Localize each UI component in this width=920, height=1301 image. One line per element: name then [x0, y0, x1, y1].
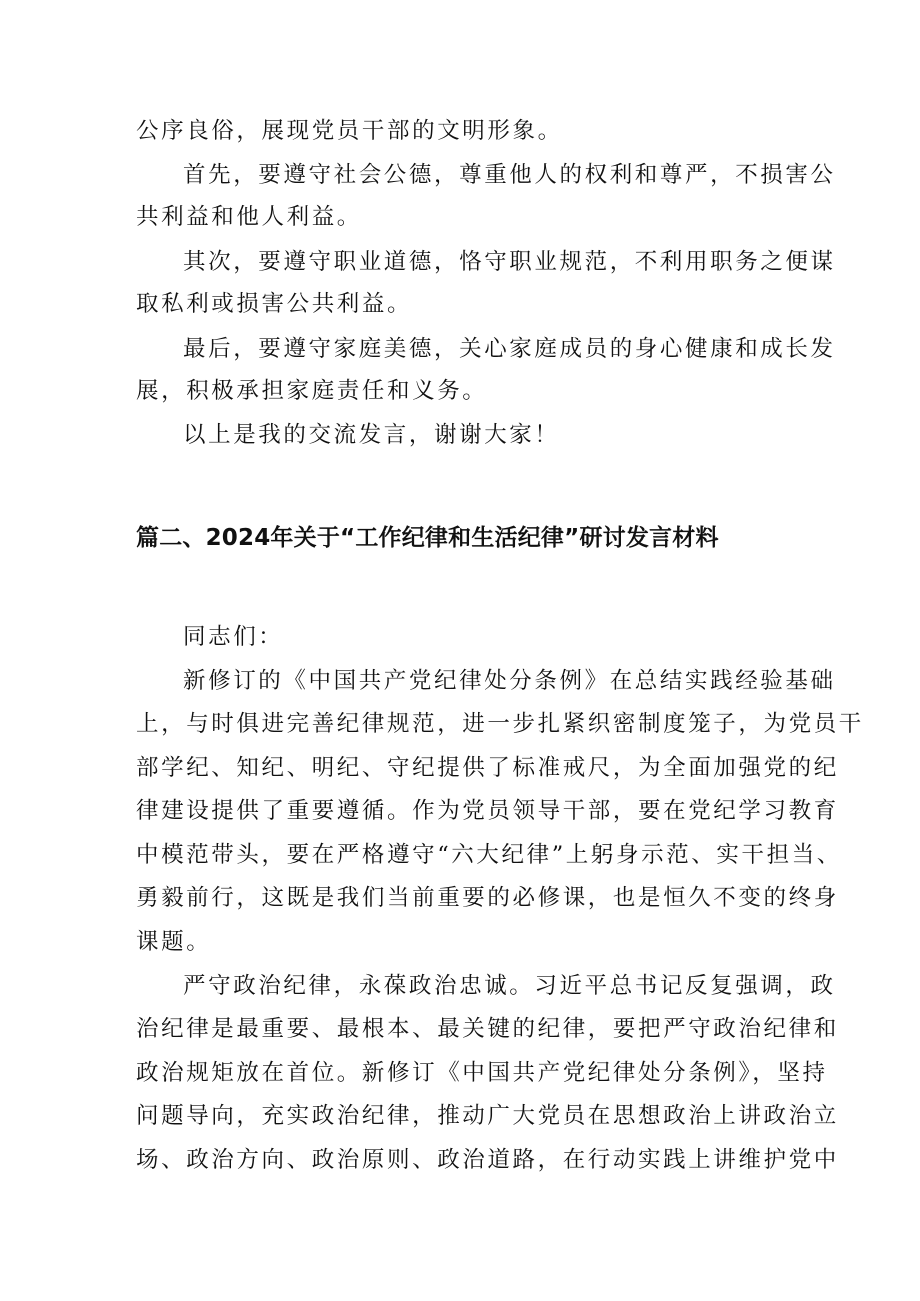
section-heading: 篇二、2024年关于“工作纪律和生活纪律”研讨发言材料 [136, 525, 719, 551]
paragraph-line: 课题。 [136, 929, 212, 955]
paragraph-line: 问题导向，充实政治纪律，推动广大党员在思想政治上讲政治立 [136, 1103, 839, 1129]
paragraph-first-line: 严守政治纪律，永葆政治忠诚。习近平总书记反复强调，政 [183, 973, 836, 999]
greeting-line: 同志们： [183, 624, 284, 650]
paragraph-line: 共利益和他人利益。 [136, 204, 362, 230]
paragraph-line: 勇毅前行，这既是我们当前重要的必修课，也是恒久不变的终身 [136, 885, 839, 911]
paragraph-first-line: 其次，要遵守职业道德，恪守职业规范，不利用职务之便谋 [183, 249, 836, 275]
paragraph-line: 上，与时俱进完善纪律规范，进一步扎紧织密制度笼子，为党员干 [136, 711, 864, 737]
paragraph-first-line: 最后，要遵守家庭美德，关心家庭成员的身心健康和成长发 [183, 336, 836, 362]
paragraph-line: 部学纪、知纪、明纪、守纪提供了标准戒尺，为全面加强党的纪 [136, 755, 839, 781]
paragraph-first-line: 首先，要遵守社会公德，尊重他人的权利和尊严，不损害公 [183, 162, 836, 188]
paragraph-line: 政治规矩放在首位。新修订《中国共产党纪律处分条例》，坚持 [136, 1060, 828, 1086]
closing-line: 以上是我的交流发言，谢谢大家！ [183, 422, 560, 448]
paragraph-line: 中模范带头，要在严格遵守“六大纪律”上躬身示范、实干担当、 [136, 842, 842, 868]
paragraph-line: 场、政治方向、政治原则、政治道路，在行动实践上讲维护党中 [136, 1147, 839, 1173]
paragraph-first-line: 新修订的《中国共产党纪律处分条例》在总结实践经验基础 [183, 668, 836, 694]
paragraph-line: 展，积极承担家庭责任和义务。 [136, 378, 488, 404]
paragraph-line: 治纪律是最重要、最根本、最关键的纪律，要把严守政治纪律和 [136, 1016, 839, 1042]
paragraph-continuation-line: 公序良俗，展现党员干部的文明形象。 [136, 118, 563, 144]
paragraph-line: 取私利或损害公共利益。 [136, 291, 413, 317]
paragraph-line: 律建设提供了重要遵循。作为党员领导干部，要在党纪学习教育 [136, 798, 839, 824]
